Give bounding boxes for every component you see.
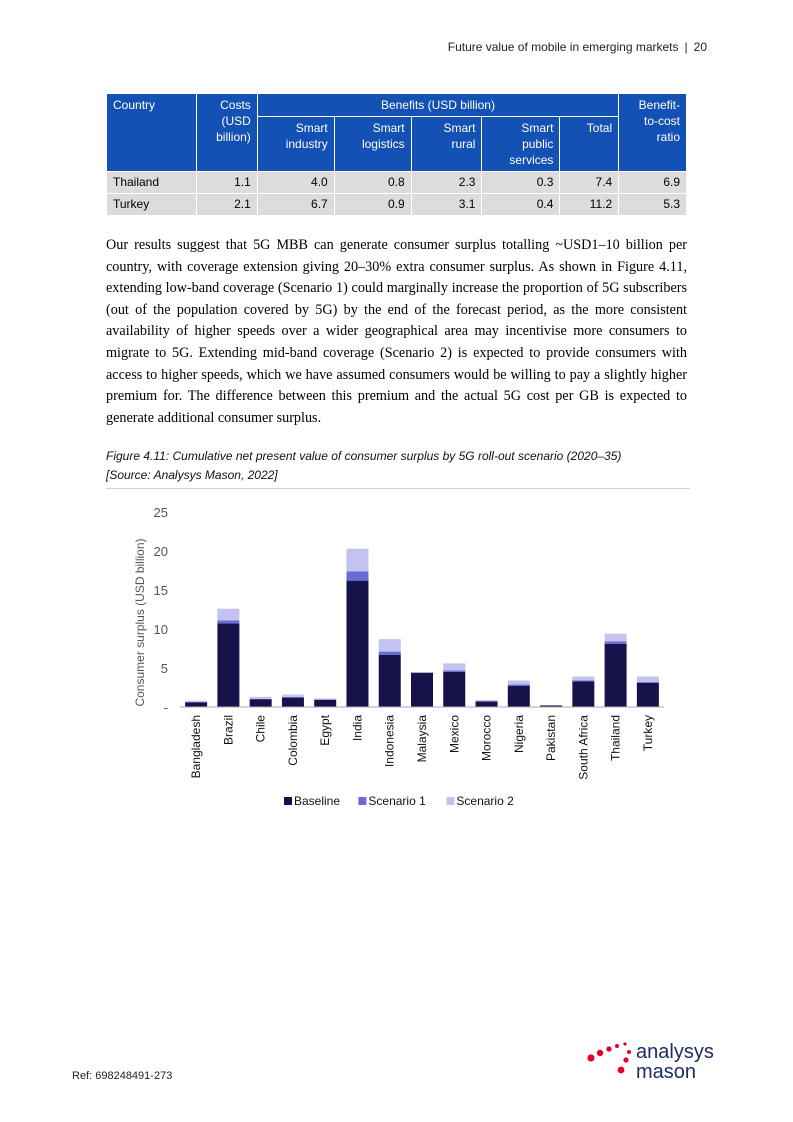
bar-scenario-2: [605, 634, 627, 642]
figure-source: [Source: Analysys Mason, 2022]: [106, 468, 278, 482]
x-tick-label: India: [350, 715, 365, 742]
bar-baseline: [411, 673, 433, 707]
y-tick-label: -: [163, 700, 168, 715]
cell-ratio: 5.3: [619, 194, 687, 216]
bar-scenario-2: [250, 697, 272, 699]
col-header-total: Total: [560, 117, 619, 172]
table-row: [107, 194, 687, 216]
legend-label: Baseline: [294, 794, 341, 808]
benefit-cost-table: [106, 93, 687, 216]
y-tick-label: 15: [153, 583, 168, 598]
bar-baseline: [217, 624, 239, 707]
table-row: [107, 172, 687, 194]
cell-country: Turkey: [107, 194, 197, 216]
x-tick-label: Thailand: [608, 715, 623, 762]
figure-title: Figure 4.11: Cumulative net present value of consumer surplus by 5G roll-out scenario (2020–35): [106, 449, 622, 463]
bar-baseline: [443, 672, 465, 707]
bar-scenario-1: [605, 641, 627, 643]
cell-rural: 2.3: [411, 172, 482, 194]
x-tick-label: Egypt: [318, 715, 333, 746]
y-tick-label: 20: [153, 544, 168, 559]
bar-baseline: [605, 644, 627, 707]
header-separator: |: [684, 40, 688, 54]
cell-public: 0.4: [482, 194, 560, 216]
bar-scenario-1: [282, 697, 304, 698]
cell-public: 0.3: [482, 172, 560, 194]
bar-baseline: [346, 581, 368, 707]
y-axis-title: Consumer surplus (USD billion): [133, 538, 147, 707]
header-title: Future value of mobile in emerging markets: [447, 40, 679, 54]
bar-scenario-2: [282, 695, 304, 697]
col-header-costs: Costs (USD billion): [197, 94, 258, 172]
y-tick-label: 10: [153, 622, 168, 637]
x-tick-label: South Africa: [576, 715, 591, 780]
x-tick-label: Morocco: [479, 715, 494, 762]
logo-line-1: analysys: [636, 1041, 714, 1063]
bar-scenario-2: [476, 700, 498, 701]
x-tick-label: Turkey: [640, 715, 655, 752]
bar-scenario-2: [346, 549, 368, 572]
x-tick-label: Chile: [253, 715, 268, 743]
col-header-ratio: Benefit-to-cost ratio: [619, 94, 687, 172]
bar-scenario-1: [508, 684, 530, 686]
legend-label: Scenario 2: [456, 794, 514, 808]
bar-baseline: [572, 681, 594, 707]
x-tick-label: Brazil: [221, 715, 236, 746]
y-tick-label: 25: [153, 505, 168, 520]
col-header-country: Country: [107, 94, 197, 172]
bar-scenario-2: [572, 677, 594, 681]
document-reference: Ref: 698248491-273: [72, 1070, 173, 1082]
legend-swatch: [358, 797, 366, 805]
consumer-surplus-chart: [126, 495, 666, 825]
col-header-benefits: Benefits (USD billion): [257, 94, 618, 117]
bar-baseline: [508, 686, 530, 707]
bar-baseline: [185, 702, 207, 707]
cell-industry: 6.7: [257, 194, 334, 216]
legend-swatch: [284, 797, 292, 805]
bar-scenario-1: [217, 620, 239, 623]
body-paragraph: Our results suggest that 5G MBB can generate consumer surplus totalling ~USD1–10 billion per country, with coverage extension giving 20–30% extra consumer surplus. As shown in Figure 4.11, extending low-band coverage (Scenario 1) could marginally increase the proportion of 5G subscribers (out of the population covered by 5G) by the end of the forecast period, as the more consistent availability of higher speeds over a wider geographical area may incentivise more consumers to migrate to 5G. Extending mid-band coverage (Scenario 2) is expected to provide consumers with access to higher speeds, which we have assumed consumers would be willing to pay a slightly higher premium for. The difference between this premium and the actual 5G cost per GB is expected to generate additional consumer surplus.: [106, 237, 687, 426]
bar-scenario-2: [443, 663, 465, 670]
col-header-smart-public: Smart public services: [482, 117, 560, 172]
bar-scenario-2: [217, 609, 239, 621]
bar-baseline: [379, 655, 401, 707]
bar-scenario-1: [637, 682, 659, 683]
bar-scenario-1: [572, 680, 594, 681]
cell-total: 11.2: [560, 194, 619, 216]
x-tick-label: Mexico: [447, 715, 462, 754]
bar-baseline: [637, 683, 659, 707]
figure-caption: [106, 447, 690, 489]
logo-line-2: mason: [636, 1061, 697, 1083]
legend-swatch: [446, 797, 454, 805]
cell-ratio: 6.9: [619, 172, 687, 194]
bar-baseline: [250, 699, 272, 707]
cell-total: 7.4: [560, 172, 619, 194]
bar-scenario-1: [346, 571, 368, 580]
x-tick-label: Pakistan: [544, 715, 559, 762]
logo-dots-icon: [587, 1042, 631, 1073]
legend-label: Scenario 1: [368, 794, 426, 808]
x-tick-label: Colombia: [285, 715, 300, 766]
page-header: [448, 40, 707, 54]
bar-baseline: [476, 702, 498, 707]
bar-scenario-2: [314, 698, 336, 699]
x-tick-label: Indonesia: [382, 715, 397, 768]
bar-baseline: [314, 700, 336, 707]
y-tick-label: 5: [160, 661, 168, 676]
cell-logistics: 0.9: [334, 194, 411, 216]
bar-scenario-2: [508, 680, 530, 684]
cell-costs: 1.1: [197, 172, 258, 194]
x-tick-label: Bangladesh: [189, 715, 204, 779]
cell-costs: 2.1: [197, 194, 258, 216]
bar-scenario-1: [379, 652, 401, 655]
col-header-smart-logistics: Smart logistics: [334, 117, 411, 172]
bar-scenario-2: [637, 677, 659, 682]
bar-scenario-2: [185, 701, 207, 702]
x-tick-label: Nigeria: [511, 715, 526, 754]
page-number: 20: [693, 40, 707, 54]
bar-scenario-1: [443, 670, 465, 672]
x-tick-label: Malaysia: [415, 715, 429, 763]
col-header-smart-industry: Smart industry: [257, 117, 334, 172]
logo-wordmark: [636, 1042, 714, 1082]
col-header-smart-rural: Smart rural: [411, 117, 482, 172]
bar-scenario-2: [379, 639, 401, 651]
cell-industry: 4.0: [257, 172, 334, 194]
cell-rural: 3.1: [411, 194, 482, 216]
cell-country: Thailand: [107, 172, 197, 194]
cell-logistics: 0.8: [334, 172, 411, 194]
bar-baseline: [282, 698, 304, 707]
